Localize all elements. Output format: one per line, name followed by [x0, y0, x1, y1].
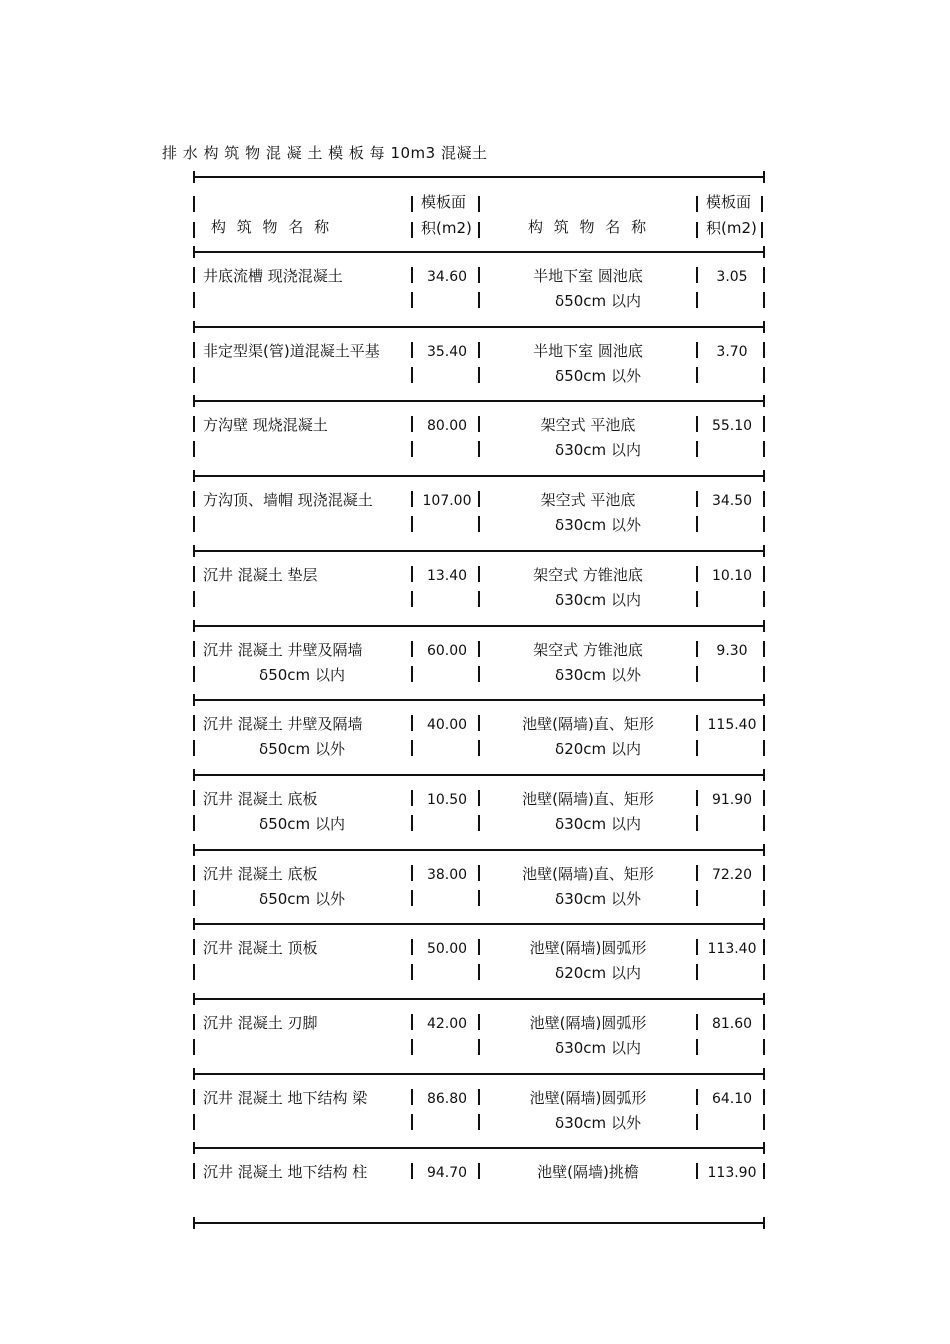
column-divider — [193, 292, 195, 308]
column-divider — [763, 491, 765, 507]
column-divider — [478, 196, 480, 212]
column-divider — [763, 715, 765, 731]
left-value: 107.00 — [422, 493, 472, 510]
column-divider — [696, 566, 698, 582]
right-value: 91.90 — [711, 791, 753, 808]
column-divider — [696, 815, 698, 831]
column-divider — [763, 1089, 765, 1105]
column-divider — [193, 416, 195, 432]
left-value: 80.00 — [426, 418, 468, 435]
left-name: 沉井 混凝土 底板 — [203, 864, 318, 883]
left-name: 沉井 混凝土 顶板 — [203, 939, 318, 958]
right-name: 架空式 平池底 — [540, 416, 636, 435]
column-divider — [763, 1014, 765, 1030]
column-divider — [696, 367, 698, 383]
column-divider — [411, 666, 413, 682]
column-divider — [696, 516, 698, 532]
column-divider — [411, 890, 413, 906]
column-divider — [411, 222, 413, 238]
left-value: 60.00 — [426, 642, 468, 659]
column-divider — [411, 196, 413, 212]
column-divider — [478, 566, 480, 582]
left-value: 86.80 — [426, 1090, 468, 1107]
right-name: 半地下室 圆池底 — [533, 341, 643, 360]
column-divider — [696, 1014, 698, 1030]
header-col1: 构 筑 物 名 称 — [211, 218, 333, 236]
column-divider — [411, 790, 413, 806]
column-divider — [193, 367, 195, 383]
column-divider — [696, 1163, 698, 1179]
right-sub: δ30cm 以外 — [555, 516, 641, 535]
right-sub: δ30cm 以内 — [555, 441, 641, 460]
document-title: 排 水 构 筑 物 混 凝 土 模 板 每 10m3 混凝土 — [162, 144, 488, 162]
column-divider — [763, 342, 765, 358]
column-divider — [763, 890, 765, 906]
column-divider — [193, 715, 195, 731]
right-value: 3.05 — [716, 269, 748, 285]
right-sub: δ30cm 以内 — [555, 590, 641, 609]
right-name: 半地下室 圆池底 — [533, 267, 643, 285]
column-divider — [696, 666, 698, 682]
column-divider — [193, 740, 195, 756]
column-divider — [478, 1039, 480, 1055]
column-divider — [411, 367, 413, 383]
right-sub: δ30cm 以外 — [555, 665, 641, 684]
column-divider — [763, 1114, 765, 1130]
right-value: 113.90 — [707, 1165, 757, 1182]
column-divider — [763, 591, 765, 607]
column-divider — [763, 367, 765, 383]
column-divider — [478, 292, 480, 308]
left-sub: δ50cm 以外 — [259, 889, 345, 908]
column-divider — [761, 222, 763, 238]
column-divider — [411, 865, 413, 881]
column-divider — [478, 222, 480, 238]
column-divider — [763, 740, 765, 756]
column-divider — [696, 222, 698, 238]
column-divider — [411, 516, 413, 532]
column-divider — [761, 196, 763, 212]
column-divider — [411, 491, 413, 507]
column-divider — [763, 939, 765, 955]
left-name: 沉井 混凝土 井壁及隔墙 — [203, 640, 363, 659]
right-name: 池壁(隔墙)圆弧形 — [529, 1014, 647, 1032]
right-value: 34.50 — [711, 493, 753, 510]
right-value: 55.10 — [711, 418, 753, 435]
column-divider — [478, 1089, 480, 1105]
column-divider — [411, 964, 413, 980]
column-divider — [478, 367, 480, 383]
column-divider — [411, 566, 413, 582]
column-divider — [411, 1163, 413, 1179]
column-divider — [411, 715, 413, 731]
row-divider — [193, 1222, 765, 1224]
right-sub: δ30cm 以外 — [555, 889, 641, 908]
right-value: 115.40 — [707, 717, 757, 734]
column-divider — [193, 890, 195, 906]
column-divider — [696, 865, 698, 881]
left-sub: δ50cm 以内 — [259, 814, 345, 833]
right-name: 架空式 平池底 — [540, 491, 636, 510]
column-divider — [478, 1163, 480, 1179]
column-divider — [696, 715, 698, 731]
column-divider — [478, 715, 480, 731]
row-divider — [193, 400, 765, 402]
column-divider — [193, 641, 195, 657]
column-divider — [193, 964, 195, 980]
column-divider — [763, 416, 765, 432]
column-divider — [411, 939, 413, 955]
left-sub: δ50cm 以外 — [259, 740, 345, 759]
column-divider — [478, 939, 480, 955]
column-divider — [763, 641, 765, 657]
column-divider — [763, 1039, 765, 1055]
column-divider — [763, 964, 765, 980]
column-divider — [193, 591, 195, 607]
column-divider — [696, 1039, 698, 1055]
column-divider — [411, 441, 413, 457]
right-value: 81.60 — [711, 1016, 753, 1032]
column-divider — [193, 441, 195, 457]
right-name: 池壁(隔墙)挑檐 — [537, 1163, 639, 1182]
column-divider — [411, 1114, 413, 1130]
right-value: 3.70 — [716, 343, 748, 360]
column-divider — [478, 815, 480, 831]
right-value: 72.20 — [711, 866, 753, 883]
formwork-table — [193, 176, 766, 1206]
column-divider — [696, 790, 698, 806]
column-divider — [696, 1089, 698, 1105]
column-divider — [763, 790, 765, 806]
column-divider — [696, 641, 698, 657]
column-divider — [696, 267, 698, 283]
column-divider — [193, 267, 195, 283]
left-value: 38.00 — [426, 866, 468, 883]
row-divider — [193, 326, 765, 328]
column-divider — [193, 1163, 195, 1179]
column-divider — [411, 1039, 413, 1055]
header-col2-line2: 积(m2) — [421, 219, 472, 237]
row-divider — [193, 998, 765, 1000]
column-divider — [193, 790, 195, 806]
left-name: 方沟顶、墙帽 现浇混凝土 — [203, 491, 373, 510]
column-divider — [478, 416, 480, 432]
header-col4-line1: 模板面 — [706, 193, 752, 211]
column-divider — [193, 566, 195, 582]
row-divider — [193, 475, 765, 477]
column-divider — [696, 890, 698, 906]
column-divider — [193, 491, 195, 507]
column-divider — [478, 516, 480, 532]
row-divider — [193, 774, 765, 776]
column-divider — [478, 890, 480, 906]
column-divider — [478, 441, 480, 457]
column-divider — [411, 267, 413, 283]
row-divider — [193, 849, 765, 851]
column-divider — [763, 1163, 765, 1179]
header-col2-line1: 模板面 — [421, 193, 467, 211]
right-name: 架空式 方锥池底 — [533, 565, 643, 584]
column-divider — [193, 196, 195, 212]
left-value: 94.70 — [426, 1165, 468, 1182]
column-divider — [193, 815, 195, 831]
right-sub: δ50cm 以内 — [555, 292, 641, 310]
column-divider — [696, 342, 698, 358]
column-divider — [411, 591, 413, 607]
left-value: 34.60 — [426, 269, 468, 285]
column-divider — [696, 591, 698, 607]
left-value: 40.00 — [426, 717, 468, 734]
column-divider — [411, 342, 413, 358]
column-divider — [696, 964, 698, 980]
right-name: 架空式 方锥池底 — [533, 640, 643, 659]
column-divider — [478, 865, 480, 881]
left-value: 13.40 — [426, 567, 468, 584]
column-divider — [763, 566, 765, 582]
table-top-border — [193, 176, 765, 178]
header-col3: 构 筑 物 名 称 — [528, 218, 650, 236]
column-divider — [763, 815, 765, 831]
column-divider — [478, 790, 480, 806]
column-divider — [411, 641, 413, 657]
column-divider — [411, 416, 413, 432]
left-name: 沉井 混凝土 地下结构 柱 — [203, 1163, 368, 1182]
column-divider — [696, 491, 698, 507]
column-divider — [411, 292, 413, 308]
right-name: 池壁(隔墙)直、矩形 — [522, 715, 654, 734]
right-name: 池壁(隔墙)圆弧形 — [529, 1088, 647, 1107]
column-divider — [696, 1114, 698, 1130]
column-divider — [696, 441, 698, 457]
left-name: 井底流槽 现浇混凝土 — [203, 267, 343, 285]
column-divider — [696, 416, 698, 432]
left-name: 非定型渠(管)道混凝土平基 — [203, 341, 380, 360]
column-divider — [193, 342, 195, 358]
left-name: 沉井 混凝土 刃脚 — [203, 1014, 318, 1032]
column-divider — [193, 222, 195, 238]
column-divider — [478, 740, 480, 756]
left-name: 方沟壁 现烧混凝土 — [203, 416, 328, 435]
column-divider — [478, 267, 480, 283]
column-divider — [478, 666, 480, 682]
column-divider — [193, 939, 195, 955]
row-divider — [193, 1073, 765, 1075]
column-divider — [193, 1039, 195, 1055]
column-divider — [193, 1089, 195, 1105]
column-divider — [763, 441, 765, 457]
left-name: 沉井 混凝土 垫层 — [203, 565, 318, 584]
column-divider — [193, 1014, 195, 1030]
right-sub: δ30cm 以外 — [555, 1113, 641, 1132]
column-divider — [411, 815, 413, 831]
left-value: 42.00 — [426, 1016, 468, 1032]
column-divider — [763, 865, 765, 881]
left-sub: δ50cm 以内 — [259, 665, 345, 684]
column-divider — [763, 267, 765, 283]
right-value: 10.10 — [711, 567, 753, 584]
right-sub: δ50cm 以外 — [555, 366, 641, 385]
column-divider — [478, 342, 480, 358]
left-name: 沉井 混凝土 井壁及隔墙 — [203, 715, 363, 734]
column-divider — [478, 1014, 480, 1030]
row-divider — [193, 251, 765, 253]
left-value: 10.50 — [426, 791, 468, 808]
column-divider — [193, 1114, 195, 1130]
right-name: 池壁(隔墙)直、矩形 — [522, 789, 654, 808]
column-divider — [193, 865, 195, 881]
left-name: 沉井 混凝土 地下结构 梁 — [203, 1088, 368, 1107]
column-divider — [411, 1089, 413, 1105]
right-sub: δ20cm 以内 — [555, 964, 641, 983]
column-divider — [763, 666, 765, 682]
right-sub: δ20cm 以内 — [555, 740, 641, 759]
column-divider — [411, 1014, 413, 1030]
column-divider — [193, 516, 195, 532]
right-sub: δ30cm 以内 — [555, 814, 641, 833]
left-value: 35.40 — [426, 343, 468, 360]
column-divider — [478, 964, 480, 980]
column-divider — [763, 516, 765, 532]
right-value: 64.10 — [711, 1090, 753, 1107]
right-value: 113.40 — [707, 941, 757, 958]
right-name: 池壁(隔墙)圆弧形 — [529, 939, 647, 958]
row-divider — [193, 1147, 765, 1149]
row-divider — [193, 699, 765, 701]
left-name: 沉井 混凝土 底板 — [203, 789, 318, 808]
row-divider — [193, 550, 765, 552]
left-value: 50.00 — [426, 941, 468, 958]
column-divider — [696, 196, 698, 212]
column-divider — [478, 1114, 480, 1130]
column-divider — [696, 939, 698, 955]
column-divider — [411, 740, 413, 756]
column-divider — [478, 591, 480, 607]
column-divider — [478, 491, 480, 507]
right-sub: δ30cm 以内 — [555, 1039, 641, 1057]
right-name: 池壁(隔墙)直、矩形 — [522, 864, 654, 883]
column-divider — [696, 740, 698, 756]
column-divider — [478, 641, 480, 657]
column-divider — [763, 292, 765, 308]
row-divider — [193, 625, 765, 627]
row-divider — [193, 923, 765, 925]
column-divider — [696, 292, 698, 308]
right-value: 9.30 — [716, 642, 748, 659]
column-divider — [193, 666, 195, 682]
header-col4-line2: 积(m2) — [706, 219, 757, 237]
